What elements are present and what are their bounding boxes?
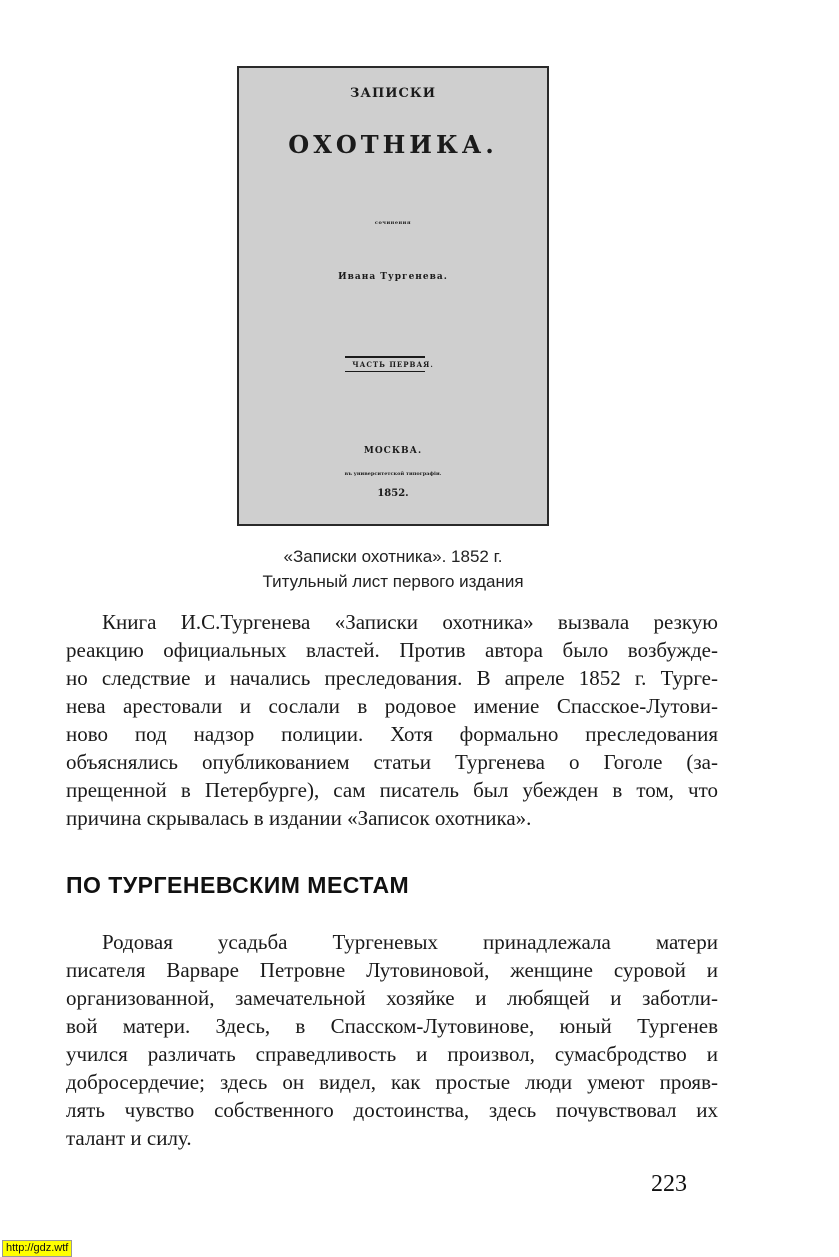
- watermark-link[interactable]: http://gdz.wtf: [2, 1240, 72, 1257]
- paragraph-2-line: организованной, замечательной хозяйке и любящей и заботли-: [66, 986, 718, 1010]
- paragraph-2-line: вой матери. Здесь, в Спасском-Лутовинове, юный Тургенев: [66, 1014, 718, 1038]
- title-page-rule-bottom: [345, 371, 425, 372]
- caption-line-1: «Записки охотника». 1852 г.: [283, 547, 503, 566]
- paragraph-1-line: ново под надзор полиции. Хотя формально преследования: [66, 722, 718, 746]
- paragraph-1-line: реакцию официальных властей. Против автора было возбужде-: [66, 638, 718, 662]
- title-page-line-zapiski: ЗАПИСКИ: [350, 86, 436, 101]
- paragraph-1: [66, 608, 718, 832]
- page-number: 223: [651, 1171, 687, 1197]
- paragraph-1-line: Книга И.С.Тургенева «Записки охотника» вызвала резкую: [102, 610, 718, 634]
- paragraph-2-line: лять чувство собственного достоинства, здесь почувствовал их: [66, 1098, 718, 1122]
- title-page-line-city: МОСКВА.: [363, 446, 423, 456]
- paragraph-1-line: но следствие и начались преследования. В апреле 1852 г. Турге-: [66, 666, 718, 690]
- paragraph-2-line: писателя Варваре Петровне Лутовиновой, женщине суровой и: [66, 958, 718, 982]
- paragraph-1-line: объяснялись опубликованием статьи Тургенева о Гоголе (за-: [66, 750, 718, 774]
- title-page-line-sochineniya: сочинения: [374, 220, 412, 226]
- title-page-illustration: [237, 66, 549, 526]
- title-page-rule-top: [345, 356, 425, 358]
- paragraph-2-line: Родовая усадьба Тургеневых принадлежала матери: [102, 930, 718, 954]
- paragraph-2-line: добросердечие; здесь он видел, как простые люди умеют прояв-: [66, 1070, 718, 1094]
- section-heading: ПО ТУРГЕНЕВСКИМ МЕСТАМ: [66, 872, 410, 898]
- title-page-line-year: 1852.: [377, 488, 409, 499]
- title-page-line-okhotnika: ОХОТНИКА.: [288, 130, 498, 159]
- paragraph-2-line: учился различать справедливость и произвол, сумасбродство и: [66, 1042, 718, 1066]
- title-page-line-printer: въ университетской типографіи.: [344, 471, 442, 477]
- paragraph-2: [66, 928, 718, 1152]
- caption-line-2: Титульный лист первого издания: [262, 572, 524, 591]
- title-page-line-part: ЧАСТЬ ПЕРВАЯ.: [352, 360, 434, 369]
- paragraph-1-line: причина скрывалась в издании «Записок охотника».: [66, 806, 532, 830]
- paragraph-2-line: талант и силу.: [66, 1126, 192, 1150]
- title-page-line-author: Ивана Тургенева.: [338, 272, 448, 282]
- figure-caption: [0, 544, 786, 594]
- paragraph-1-line: прещенной в Петербурге), сам писатель был убежден в том, что: [66, 778, 718, 802]
- paragraph-1-line: нева арестовали и сослали в родовое имение Спасское-Лутови-: [66, 694, 718, 718]
